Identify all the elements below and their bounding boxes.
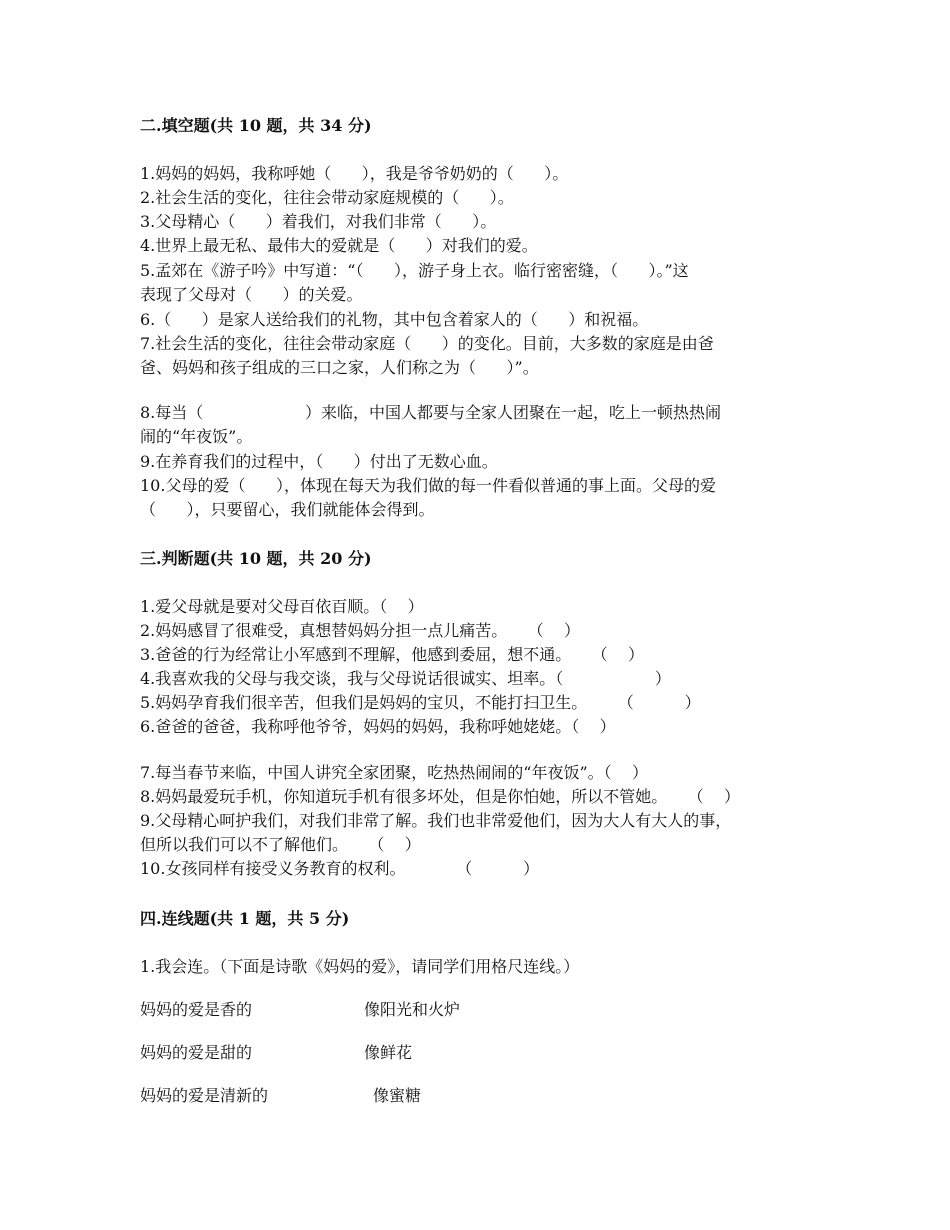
question-line: 2.妈妈感冒了很难受，真想替妈妈分担一点儿痛苦。 （ ） xyxy=(140,621,580,640)
matching-left-item: 妈妈的爱是甜的 xyxy=(140,1043,253,1062)
question-line: 表现了父母对（ ）的关爱。 xyxy=(140,285,363,304)
question-line: 6.爸爸的爸爸，我称呼他爷爷，妈妈的妈妈，我称呼她姥姥。（ ） xyxy=(140,717,616,736)
question-line: 1.妈妈的妈妈，我称呼她（ ），我是爷爷奶奶的（ ）。 xyxy=(140,164,569,183)
question-line: 5.孟郊在《游子吟》中写道：“（ ），游子身上衣。临行密密缝，（ ）。”这 xyxy=(140,261,689,280)
section-heading-true-false: 三.判断题(共 10 题，共 20 分) xyxy=(140,549,372,568)
matching-intro: 1.我会连。（下面是诗歌《妈妈的爱》，请同学们用格尺连线。） xyxy=(140,957,580,976)
question-line: 9.在养育我们的过程中，（ ）付出了无数心血。 xyxy=(140,452,498,471)
question-line: 闹的“年夜饭”。 xyxy=(140,427,253,446)
question-line: 爸、妈妈和孩子组成的三口之家，人们称之为（ ）”。 xyxy=(140,358,539,377)
section-heading-matching: 四.连线题(共 1 题，共 5 分) xyxy=(140,909,350,928)
question-line: 但所以我们可以不了解他们。 （ ） xyxy=(140,835,421,854)
question-line: 10.父母的爱（ ），体现在每天为我们做的每一件看似普通的事上面。父母的爱 xyxy=(140,476,716,495)
question-line: 7.每当春节来临，中国人讲究全家团聚，吃热热闹闹的“年夜饭”。（ ） xyxy=(140,763,648,782)
question-line: 4.世界上最无私、最伟大的爱就是（ ）对我们的爱。 xyxy=(140,236,538,255)
question-line: 9.父母精心呵护我们，对我们非常了解。我们也非常爱他们，因为大人有大人的事， xyxy=(140,811,732,830)
matching-right-item: 像鲜花 xyxy=(364,1043,413,1062)
question-line: 6.（ ）是家人送给我们的礼物，其中包含着家人的（ ）和祝福。 xyxy=(140,310,649,329)
section-heading-fill-in: 二.填空题(共 10 题，共 34 分) xyxy=(140,116,372,135)
question-line: 7.社会生活的变化，往往会带动家庭（ ）的变化。目前，大多数的家庭是由爸 xyxy=(140,334,714,353)
question-line: 8.妈妈最爱玩手机，你知道玩手机有很多坏处，但是你怕她，所以不管她。 （ ） xyxy=(140,787,740,806)
question-line: 2.社会生活的变化，往往会带动家庭规模的（ ）。 xyxy=(140,188,514,207)
question-line: 5.妈妈孕育我们很辛苦，但我们是妈妈的宝贝，不能打扫卫生。 （ ） xyxy=(140,693,701,712)
matching-right-item: 像蜜糖 xyxy=(373,1086,422,1105)
matching-left-item: 妈妈的爱是香的 xyxy=(140,1000,253,1019)
question-line: 4.我喜欢我的父母与我交谈，我与父母说话很诚实、坦率。（ ） xyxy=(140,669,671,688)
question-line: 3.父母精心（ ）着我们，对我们非常（ ）。 xyxy=(140,212,497,231)
question-line: 8.每当（ ）来临，中国人都要与全家人团聚在一起，吃上一顿热热闹 xyxy=(140,403,721,422)
question-line: 3.爸爸的行为经常让小军感到不理解，他感到委屈，想不通。 （ ） xyxy=(140,645,644,664)
matching-left-item: 妈妈的爱是清新的 xyxy=(140,1086,269,1105)
question-line: 1.爱父母就是要对父母百依百顺。（ ） xyxy=(140,597,424,616)
question-line: 10.女孩同样有接受义务教育的权利。 （ ） xyxy=(140,859,540,878)
matching-right-item: 像阳光和火炉 xyxy=(364,1000,461,1019)
question-line: （ ），只要留心，我们就能体会得到。 xyxy=(140,500,435,519)
